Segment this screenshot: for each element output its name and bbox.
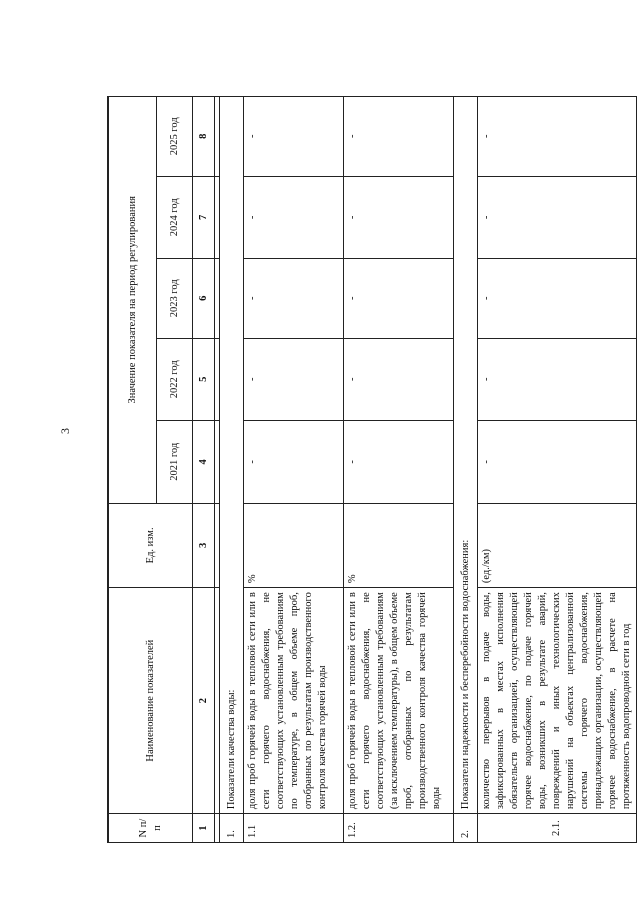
row-value: -: [478, 259, 637, 338]
row-value: -: [244, 97, 344, 177]
row-value: -: [344, 97, 454, 177]
header-num: N п/п: [109, 814, 193, 843]
header-unit: Ед. изм.: [109, 503, 193, 588]
indicator-row: [478, 97, 637, 843]
colnum: 3: [193, 503, 215, 588]
row-num: 1.1: [244, 814, 344, 843]
section-num: 2.: [454, 814, 478, 843]
row-value: -: [344, 176, 454, 259]
row-unit: %: [244, 503, 344, 588]
header-year-2022: 2022 год: [157, 338, 193, 421]
row-value: -: [244, 176, 344, 259]
colnum: 1: [193, 814, 215, 843]
section-title: Показатели качества воды:: [220, 97, 244, 814]
row-value: -: [478, 176, 637, 259]
colnum: 5: [193, 338, 215, 421]
row-value: -: [244, 259, 344, 338]
section-num: 1.: [220, 814, 244, 843]
colnum: 7: [193, 176, 215, 259]
row-value: -: [478, 421, 637, 504]
row-num: 2.1.: [478, 814, 637, 843]
section-row: [454, 97, 478, 843]
section-row: [220, 97, 244, 843]
indicator-table-rotated: [107, 96, 632, 843]
row-value: -: [244, 421, 344, 504]
row-unit: (ед./км): [478, 503, 637, 588]
colnum: 2: [193, 588, 215, 814]
row-value: -: [244, 338, 344, 421]
section-title: Показатели надежности и бесперебойности водоснабжения:: [454, 97, 478, 814]
colnum: 4: [193, 421, 215, 504]
row-value: -: [478, 338, 637, 421]
column-number-row: [193, 97, 215, 843]
header-year-2025: 2025 год: [157, 97, 193, 177]
header-year-2021: 2021 год: [157, 421, 193, 504]
row-value: -: [344, 259, 454, 338]
row-value: -: [344, 421, 454, 504]
header-name: Наименование показателей: [109, 588, 193, 814]
row-num: 1.2.: [344, 814, 454, 843]
row-name: доля проб горячей воды в тепловой сети или в сети горячего водоснабжения, не соответствующих установленным требованиям по температуре, в общем объеме проб, отобранных по результатам производственного контроля качества горячей воды: [244, 588, 344, 814]
row-value: -: [344, 338, 454, 421]
indicator-row: [344, 97, 454, 843]
header-year-2024: 2024 год: [157, 176, 193, 259]
header-year-2023: 2023 год: [157, 259, 193, 338]
indicator-row: [244, 97, 344, 843]
colnum: 8: [193, 97, 215, 177]
indicator-table: [108, 96, 637, 843]
row-value: -: [478, 97, 637, 177]
row-unit: %: [344, 503, 454, 588]
row-name: доля проб горячей воды в тепловой сети или в сети горячего водоснабжения, не соответствующих установленным требованиям (за исключением температуры), в общем объеме проб, отобранных по результатам производственного контроля качества горячей воды: [344, 588, 454, 814]
page-number: 3: [58, 428, 72, 434]
colnum: 6: [193, 259, 215, 338]
header-period: Значение показателя на период регулирования: [109, 97, 157, 504]
row-name: количество перерывов в подаче воды, зафиксированных в местах исполнения обязательств организацией, осуществляющей горячее водоснабжение, по подаче горячей воды, возникших в результате аварий, повреждений и иных технологических нарушений на объектах централизованной системы горячего водоснабжения, принадлежащих организации, осуществляющей горячее водоснабжение, в расчете на протяженность водопроводной сети в год: [478, 588, 637, 814]
